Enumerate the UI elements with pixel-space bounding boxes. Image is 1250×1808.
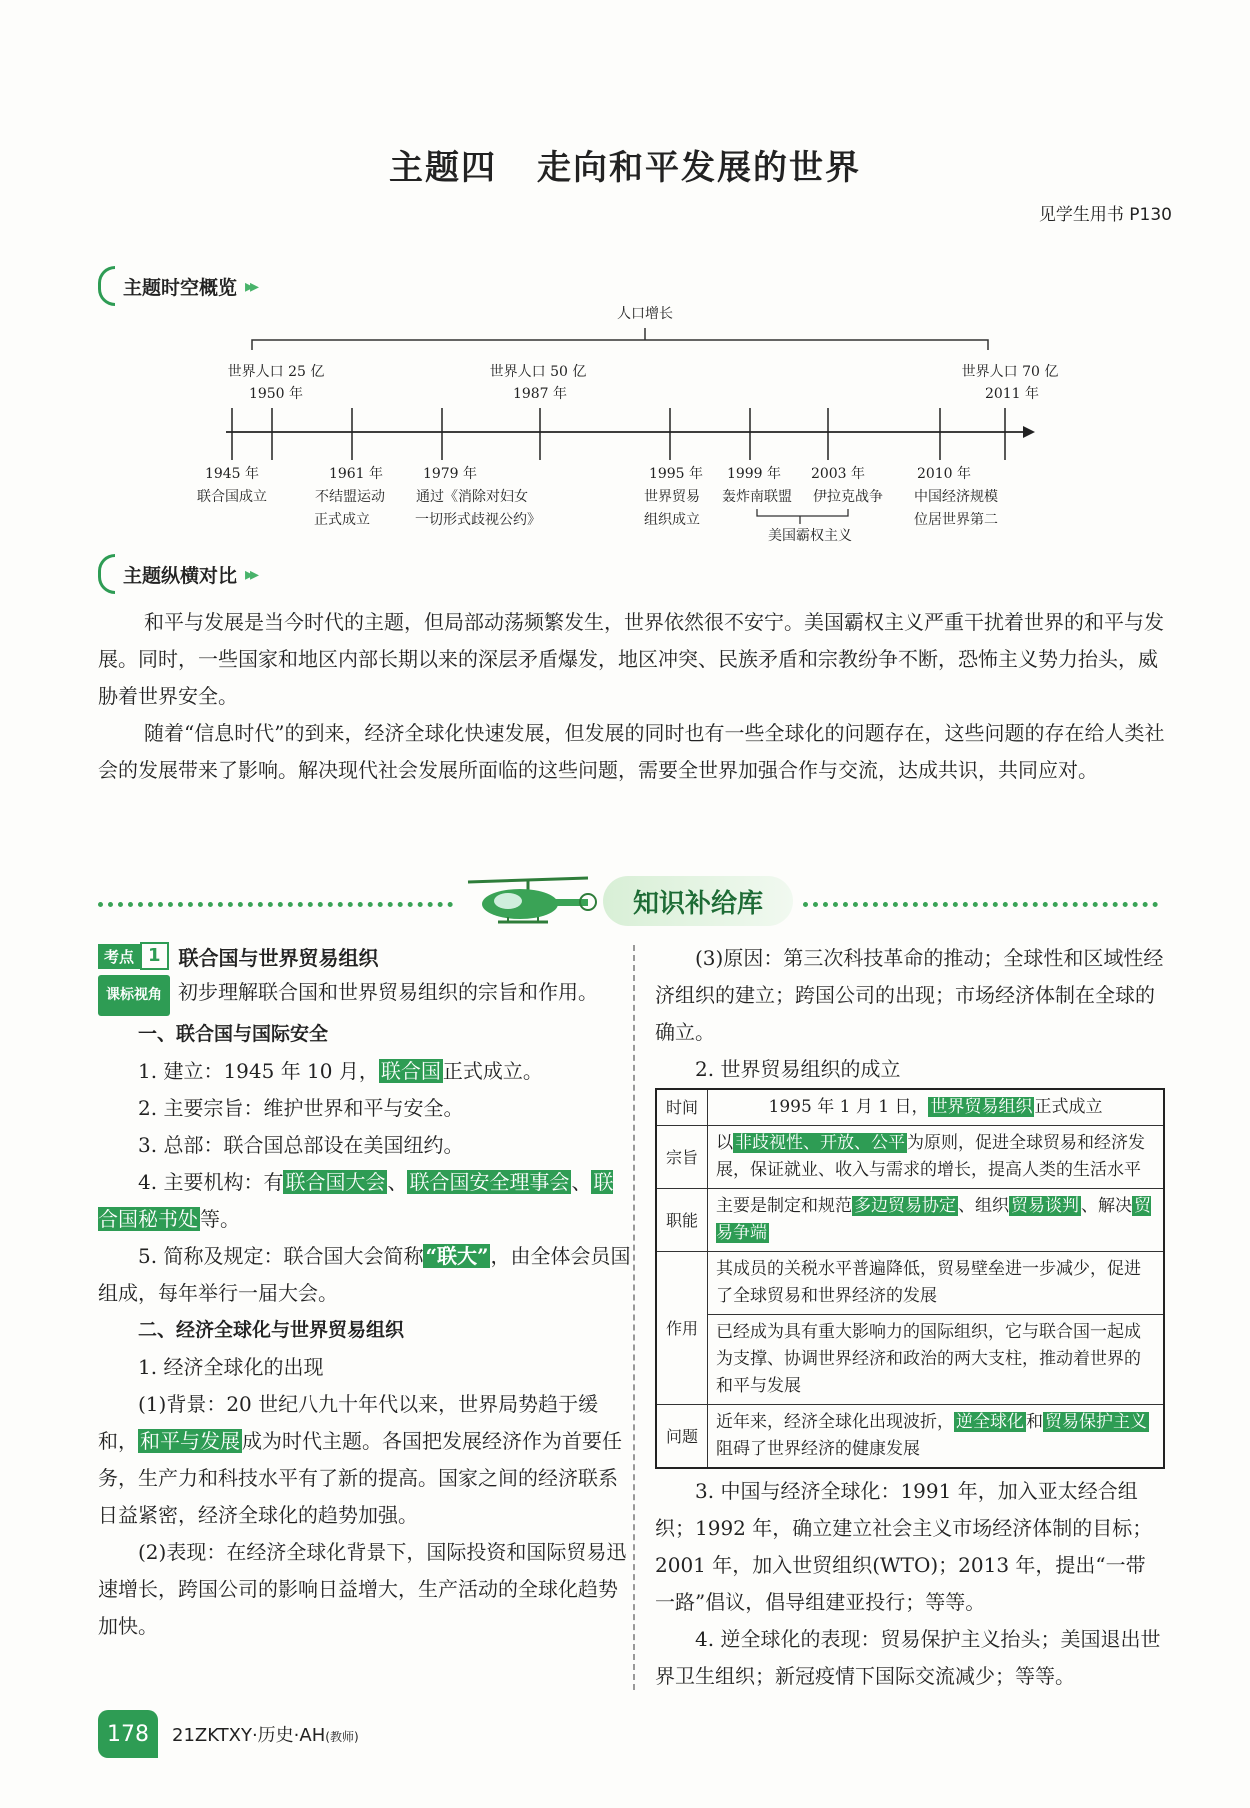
overview-label: 主题时空概览 <box>123 276 238 299</box>
highlight-principles: 非歧视性、开放、公平 <box>735 1133 905 1153</box>
knowledge-divider <box>98 872 1158 932</box>
highlight-negotiation: 贸易谈判 <box>1011 1196 1079 1216</box>
event-1945-l1: 联合国成立 <box>197 489 267 505</box>
table-key: 问题 <box>656 1405 708 1469</box>
table-cell <box>708 1126 1165 1189</box>
hegemony-label: 美国霸权主义 <box>768 528 852 544</box>
item-abbreviation-end: ，由全体会员国组成，每年举行一届大会。 <box>98 1244 631 1305</box>
page-number: 178 <box>98 1710 158 1758</box>
event-1961-year: 1961 年 <box>328 466 384 482</box>
title-theme-number: 主题四 <box>389 148 497 188</box>
cell-text: 阻碍了世界经济的健康发展 <box>716 1439 920 1459</box>
event-1999-year: 1999 年 <box>726 466 782 482</box>
compare-label: 主题纵横对比 <box>123 564 238 587</box>
dotted-line-left <box>98 902 453 907</box>
title-text: 走向和平发展的世界 <box>537 148 861 188</box>
cell-text: 、组织 <box>958 1196 1009 1216</box>
population-label: 人口增长 <box>617 306 673 322</box>
table-row <box>656 1405 1164 1469</box>
double-arrow-icon: ▸▸ <box>245 563 256 585</box>
event-1979-l2: 一切形式歧视公约》 <box>415 512 541 528</box>
event-1961-l1: 不结盟运动 <box>315 489 385 505</box>
event-1945-year: 1945 年 <box>204 466 260 482</box>
table-key: 时间 <box>656 1089 708 1126</box>
event-2003-l1: 伊拉克战争 <box>813 489 883 505</box>
item-organs-end: 等。 <box>200 1207 240 1231</box>
item-founding-end: 正式成立。 <box>442 1059 543 1083</box>
event-2003-year: 2003 年 <box>810 466 866 482</box>
highlight-protectionism: 贸易保护主义 <box>1045 1412 1147 1432</box>
table-row <box>656 1089 1164 1126</box>
cell-text: 近年来，经济全球化出现波折， <box>716 1412 954 1432</box>
highlight-lianda: “联大” <box>425 1244 489 1268</box>
table-key: 职能 <box>656 1189 708 1252</box>
highlight-multilateral: 多边贸易协定 <box>854 1196 956 1216</box>
pop-point-2-line2: 1987 年 <box>512 386 568 402</box>
sub-wto-founding: 2. 世界贸易组织的成立 <box>695 1057 901 1081</box>
table-cell <box>708 1089 1165 1126</box>
cell-text: 为原则，促进全球贸易和经济发展，保证就业、收入与需求的增长，提高人类的生活水平 <box>716 1133 1145 1180</box>
book-reference: 见学生用书 P130 <box>1038 205 1172 225</box>
item-manifestation: (2)表现：在经济全球化背景下，国际投资和国际贸易迅速增长，跨国公司的影响日益增大，生产活动的全球化趋势加快。 <box>98 1540 627 1638</box>
highlight-secretariat: 联合国秘书处 <box>98 1170 614 1231</box>
compare-section-tag <box>98 556 255 592</box>
table-row <box>656 1189 1164 1252</box>
footer <box>98 1710 359 1758</box>
pop-point-1-line1: 世界人口 25 亿 <box>227 364 325 380</box>
highlight-security-council: 联合国安全理事会 <box>409 1170 570 1194</box>
event-1979-l1: 通过《消除对妇女 <box>416 489 528 505</box>
compare-paragraph-2: 随着“信息时代”的到来，经济全球化快速发展，但发展的同时也有一些全球化的问题存在，这些问题的存在给人类社会的发展带来了影响。解决现代社会发展所面临的这些问题，需要全世界加强合作与交流，达成共识，共同应对。 <box>98 721 1165 782</box>
item-founding <box>98 1053 633 1090</box>
helicopter-icon <box>458 872 598 932</box>
table-cell <box>708 1189 1165 1252</box>
cell-text: 1995 年 1 月 1 日， <box>768 1097 929 1117</box>
curriculum-vision <box>98 974 633 1016</box>
exam-point-tag: 考点 <box>98 944 140 969</box>
teacher-edition-label: (教师) <box>325 1730 359 1744</box>
book-code-text: 21ZKTXY·历史·AH <box>172 1725 326 1746</box>
exam-point-number: 1 <box>140 942 169 970</box>
pop-point-1-line2: 1950 年 <box>248 386 304 402</box>
item-background-end: 成为时代主题。各国把发展经济作为首要任务，生产力和科技水平有了新的提高。国家之间的经济联系日益紧密，经济全球化的趋势加强。 <box>98 1429 622 1527</box>
item-abbreviation-text: 5. 简称及规定：联合国大会简称 <box>138 1244 424 1268</box>
table-row <box>656 1126 1164 1189</box>
item-china-globalization: 3. 中国与经济全球化：1991 年，加入亚太经合组织；1992 年，确立建立社会主义市场经济体制的目标；2001 年，加入世贸组织(WTO)；2013 年，提出“一带一路”倡议，倡导组建亚投行；等等。 <box>655 1479 1153 1614</box>
table-cell: 其成员的关税水平普遍降低，贸易壁垒进一步减少，促进了全球贸易和世界经济的发展 <box>708 1252 1165 1315</box>
column-separator <box>633 945 635 1690</box>
table-row <box>656 1315 1164 1405</box>
cell-text: 正式成立 <box>1034 1097 1103 1117</box>
highlight-peace-development: 和平与发展 <box>140 1429 240 1453</box>
timeline <box>0 280 1250 550</box>
item-background-text: (1)背景：20 世纪八九十年代以来，世界局势趋于缓和， <box>98 1392 599 1453</box>
separator: 、 <box>571 1170 592 1194</box>
highlight-deglobalization: 逆全球化 <box>956 1412 1024 1432</box>
curriculum-vision-text: 初步理解联合国和世界贸易组织的宗旨和作用。 <box>178 980 598 1004</box>
heading-globalization: 二、经济全球化与世界贸易组织 <box>138 1319 405 1341</box>
pop-point-2-line1: 世界人口 50 亿 <box>489 364 587 380</box>
timeline-arrowhead <box>1023 426 1035 438</box>
event-2010-year: 2010 年 <box>916 466 972 482</box>
table-key: 作用 <box>656 1252 708 1405</box>
item-background <box>98 1386 633 1534</box>
book-code <box>172 1721 359 1747</box>
item-organs <box>98 1164 633 1238</box>
item-purpose: 2. 主要宗旨：维护世界和平与安全。 <box>138 1096 464 1120</box>
cell-text: 和 <box>1026 1412 1043 1432</box>
left-column <box>98 940 633 1645</box>
heading-un-security: 一、联合国与国际安全 <box>138 1023 329 1045</box>
item-cause: (3)原因：第三次科技革命的推动；全球性和区域性经济组织的建立；跨国公司的出现；市场经济体制在全球的确立。 <box>655 946 1164 1044</box>
pop-point-3-line2: 2011 年 <box>984 386 1040 402</box>
table-key: 宗旨 <box>656 1126 708 1189</box>
table-cell <box>708 1405 1165 1469</box>
right-column <box>655 940 1165 1695</box>
cell-text: 、解决 <box>1081 1196 1132 1216</box>
table-cell: 已经成为具有重大影响力的国际组织，它与联合国一起成为支撑、协调世界经济和政治的两大支柱，推动着世界的和平与发展 <box>708 1315 1165 1405</box>
exam-point-heading <box>98 940 633 972</box>
item-headquarters: 3. 总部：联合国总部设在美国纽约。 <box>138 1133 464 1157</box>
event-1979-year: 1979 年 <box>422 466 478 482</box>
highlight-un: 联合国 <box>380 1059 441 1083</box>
dotted-line-right <box>803 902 1158 907</box>
event-1995-l2: 组织成立 <box>644 512 700 528</box>
bracket-icon <box>98 554 115 594</box>
highlight-general-assembly: 联合国大会 <box>285 1170 386 1194</box>
item-deglobalization: 4. 逆全球化的表现：贸易保护主义抬头；美国退出世界卫生组织；新冠疫情下国际交流减少；等等。 <box>655 1627 1161 1688</box>
compare-paragraph-1: 和平与发展是当今时代的主题，但局部动荡频繁发生，世界依然很不安宁。美国霸权主义严重干扰着世界的和平与发展。同时，一些国家和地区内部长期以来的深层矛盾爆发，地区冲突、民族矛盾和宗教纷争不断，恐怖主义势力抬头，威胁着世界安全。 <box>98 610 1164 708</box>
cell-text: 主要是制定和规范 <box>716 1196 852 1216</box>
item-organs-text: 4. 主要机构：有 <box>138 1170 284 1194</box>
double-arrow-icon: ▸▸ <box>245 275 256 297</box>
event-2010-l1: 中国经济规模 <box>914 489 998 505</box>
knowledge-library-title: 知识补给库 <box>603 876 793 926</box>
event-1995-l1: 世界贸易 <box>644 489 700 505</box>
hegemony-bracket <box>757 509 848 516</box>
curriculum-vision-tag: 课标视角 <box>98 975 170 1016</box>
highlight-disputes: 贸易争端 <box>716 1196 1151 1243</box>
event-1999-l1: 轰炸南联盟 <box>722 489 792 505</box>
cell-text: 以 <box>716 1133 733 1153</box>
event-1961-l2: 正式成立 <box>314 512 370 528</box>
highlight-wto: 世界贸易组织 <box>930 1097 1033 1117</box>
sub-emergence: 1. 经济全球化的出现 <box>138 1355 324 1379</box>
pop-point-3-line1: 世界人口 70 亿 <box>961 364 1059 380</box>
exam-point-title: 联合国与世界贸易组织 <box>178 945 379 970</box>
wto-table <box>655 1088 1165 1469</box>
item-founding-text: 1. 建立：1945 年 10 月， <box>138 1059 379 1083</box>
separator: 、 <box>387 1170 408 1194</box>
event-2010-l2: 位居世界第二 <box>914 512 998 528</box>
page-title <box>0 140 1250 189</box>
event-1995-year: 1995 年 <box>648 466 704 482</box>
table-row <box>656 1252 1164 1315</box>
population-bracket <box>252 340 988 350</box>
item-abbreviation <box>98 1238 633 1312</box>
